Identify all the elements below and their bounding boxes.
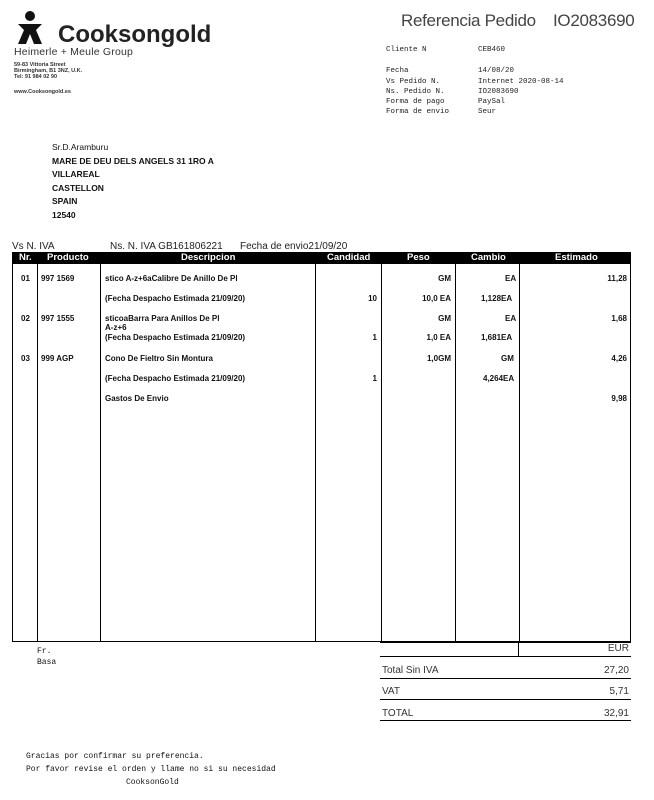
totals-rule [380, 678, 631, 679]
header-cambio: Cambio [471, 252, 506, 263]
header-peso: Peso [407, 252, 430, 263]
totals-box [380, 642, 631, 722]
total-sin-iva-label: Total Sin IVA [382, 665, 439, 676]
totals-divider [518, 642, 519, 656]
header-producto: Producto [47, 252, 89, 263]
header-candidad: Candidad [327, 252, 371, 263]
order-reference-number: IO2083690 [553, 11, 635, 30]
total-value: 32,91 [603, 708, 629, 719]
order-reference-label: Referencia Pedido [401, 11, 536, 30]
total-label: TOTAL [382, 708, 414, 719]
table-header [13, 253, 630, 264]
total-sin-iva-value: 27,20 [603, 665, 629, 676]
totals-rule [380, 656, 631, 657]
currency-label: EUR [607, 643, 629, 654]
fr-label: Fr. [37, 647, 52, 656]
delivery-address: Sr.D.Aramburu MARE DE DEU DELS ANGELS 31 1RO A VILLAREAL CASTELLON SPAIN 12540 [52, 142, 214, 220]
items-table: Nr. Producto Descripcion Candidad Peso Cambio Estimado 01 997 1569 stico A-z+6aCalibre De Anillo De Pl GM EA 11,28 (Fecha Despacho Estimada 21/09/20) 10 10,0 EA 1,128EA 02 997 1555 sticoaBarra Para Anillos De Pl GM EA 1,68 A-z+6 (Fecha Despacho Estimada 21/09/20) 1 1,0 EA 1,681EA 03 999 AGP Cono De Fieltro Sin Montura 1,0GM GM 4,26 (Fecha Despacho Estimada 21/09/20) 1 4,264EA Gastos De Envio 9,98 [12, 252, 631, 642]
column-divider [315, 253, 316, 641]
brand-group: Heimerle + Meule Group [14, 46, 134, 58]
vat-label: VAT [382, 686, 400, 697]
column-divider [519, 253, 520, 641]
company-address: 59-83 Vittoria Street Birmingham, B1 3NZ, U.K. Tel: 91 984 02 90 [14, 62, 83, 80]
totals-rule [380, 699, 631, 700]
header-estimado: Estimado [555, 252, 598, 263]
company-website: www.Cooksongold.es [14, 89, 71, 95]
header-nr: Nr. [19, 252, 32, 263]
column-divider [37, 253, 38, 641]
header-descripcion: Descripcion [181, 252, 236, 263]
vat-value: 5,71 [609, 686, 629, 697]
tax-info-line: Vs N. IVA Ns. N. IVA GB161806221 Fecha de envio21/09/20 [12, 241, 348, 252]
column-divider [100, 253, 101, 641]
totals-rule [380, 642, 631, 643]
brand-name: Cooksongold [58, 21, 212, 48]
column-divider [455, 253, 456, 641]
basa-label: Basa [37, 658, 57, 667]
thanks-message: Gracias por confirmar su preferencia. Por favor revise el orden y llame no si su necesidad CooksonGold [26, 752, 276, 787]
column-divider [381, 253, 382, 641]
cooksongold-logo-icon [12, 10, 48, 46]
totals-rule [380, 720, 631, 721]
